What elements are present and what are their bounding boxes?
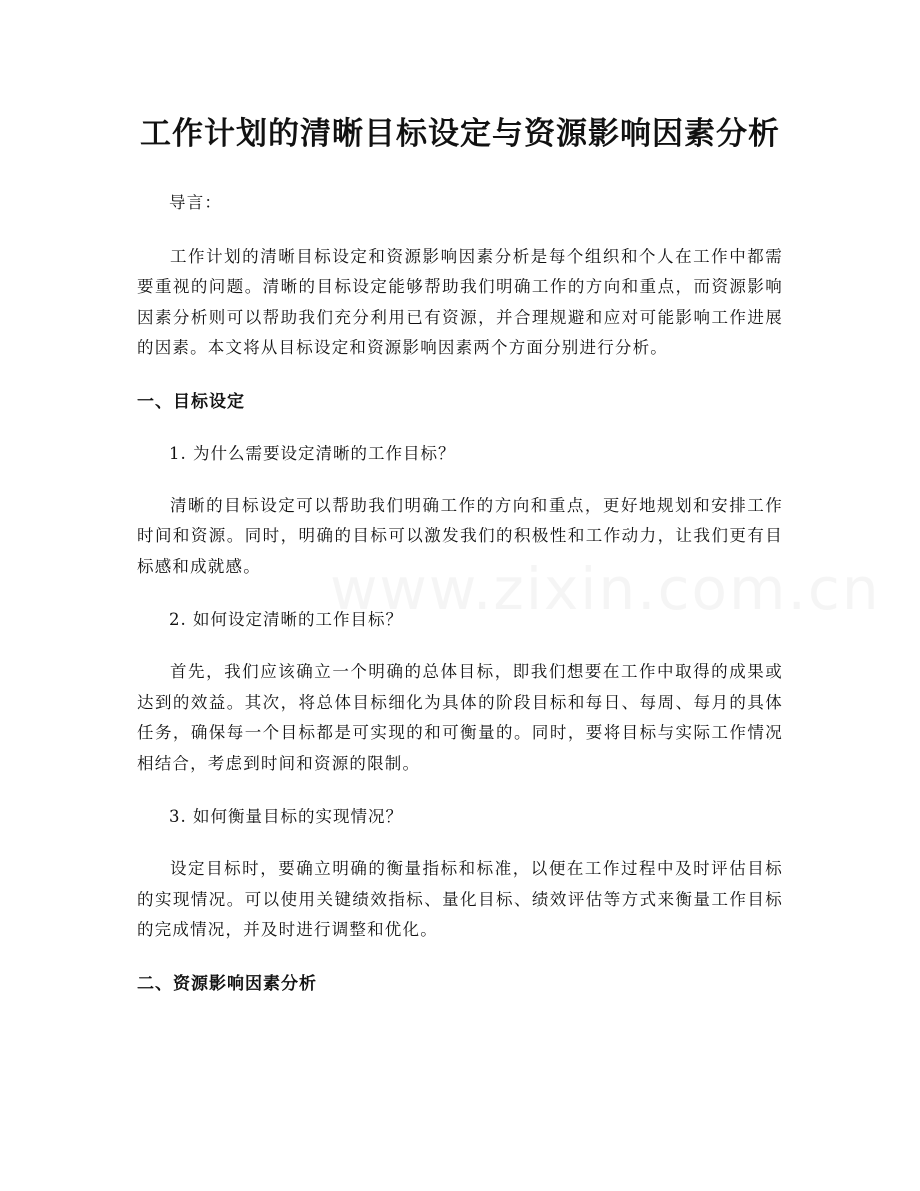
section-heading-goal-setting: 一、目标设定 (137, 391, 245, 412)
question-1: 1. 为什么需要设定清晰的工作目标？ (169, 443, 456, 463)
intro-paragraph: 工作计划的清晰目标设定和资源影响因素分析是每个组织和个人在工作中都需要重视的问题。清晰的目标设定能够帮助我们明确工作的方向和重点，而资源影响因素分析则可以帮助我们充分利用已有资源，并合理规避和应对可能影响工作进展的因素。本文将从目标设定和资源影响因素两个方面分别进行分析。 (137, 246, 783, 357)
answer-2: 首先，我们应该确立一个明确的总体目标，即我们想要在工作中取得的成果或达到的效益。其次，将总体目标细化为具体的阶段目标和每日、每周、每月的具体任务，确保每一个目标都是可实现的和可衡量的。同时，要将目标与实际工作情况相结合，考虑到时间和资源的限制。 (137, 662, 783, 773)
document-title: 工作计划的清晰目标设定与资源影响因素分析 (140, 116, 780, 152)
answer-3: 设定目标时，要确立明确的衡量指标和标准，以便在工作过程中及时评估目标的实现情况。可以使用关键绩效指标、量化目标、绩效评估等方式来衡量工作目标的完成情况，并及时进行调整和优化。 (137, 859, 783, 939)
section-heading-resource-factors: 二、资源影响因素分析 (137, 973, 317, 994)
question-3: 3. 如何衡量目标的实现情况？ (169, 807, 403, 826)
question-2: 2. 如何设定清晰的工作目标？ (169, 610, 403, 629)
intro-label: 导言： (169, 193, 223, 212)
watermark: www.zixin.com.cn (330, 555, 881, 623)
answer-1: 清晰的目标设定可以帮助我们明确工作的方向和重点，更好地规划和安排工作时间和资源。同时，明确的目标可以激发我们的积极性和工作动力，让我们更有目标感和成就感。 (137, 495, 783, 576)
